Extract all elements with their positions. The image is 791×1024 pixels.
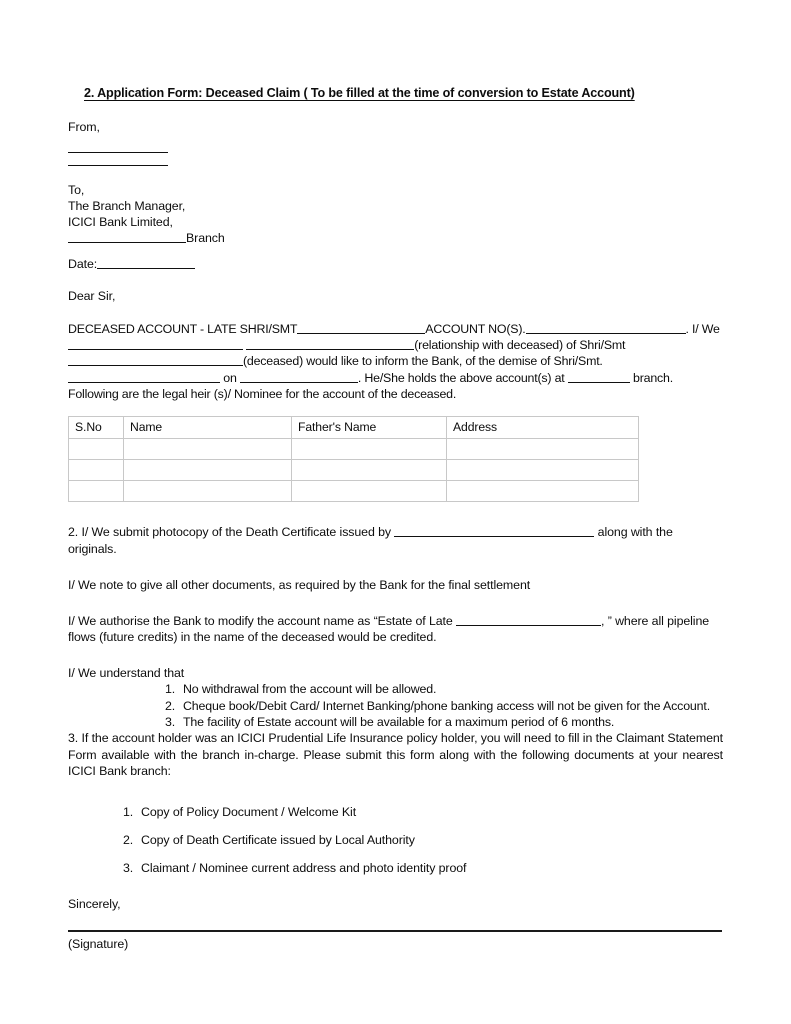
column-header-fathers-name: Father's Name: [292, 417, 447, 439]
cell-name[interactable]: [124, 439, 292, 460]
column-header-name: Name: [124, 417, 292, 439]
estate-of-late-blank[interactable]: [456, 613, 601, 625]
cell-sno[interactable]: [69, 481, 124, 502]
deceased-seg-9: branch.: [633, 370, 673, 385]
addressee-branch-manager: The Branch Manager,: [68, 198, 186, 213]
list-item-number: 3.: [165, 714, 176, 729]
list-item-text: No withdrawal from the account will be allowed.: [183, 682, 437, 697]
clause-authorise-rename: [68, 613, 723, 645]
deceased-seg-5: (relationship with deceased) of Shri/Smt: [414, 337, 626, 352]
legal-heir-table: [68, 416, 639, 502]
list-item-text: The facility of Estate account will be available for a maximum period of 6 months.: [183, 714, 615, 729]
spacer: [68, 780, 723, 804]
spacer: [68, 272, 723, 288]
deceased-shri-smt-blank[interactable]: [68, 354, 243, 366]
column-header-address: Address: [447, 417, 639, 439]
cell-fathers-name[interactable]: [292, 460, 447, 481]
list-item-number: 1.: [165, 682, 176, 697]
account-no-blank[interactable]: [526, 321, 686, 333]
list-item: [68, 860, 723, 876]
deceased-account-paragraph: [68, 321, 723, 403]
deceased-seg-8: . He/She holds the above account(s) at: [357, 370, 565, 385]
cell-fathers-name[interactable]: [292, 439, 447, 460]
table-header-row: [69, 417, 639, 439]
list-item-text: Copy of Policy Document / Welcome Kit: [141, 804, 357, 819]
cell-name[interactable]: [124, 481, 292, 502]
spacer: [68, 912, 723, 936]
clause2-part-2: along with: [597, 525, 653, 540]
cell-name[interactable]: [124, 460, 292, 481]
relationship-blank[interactable]: [246, 338, 414, 350]
deceased-seg-6: (deceased) would like to inform the Bank, of the demise of Shri/Smt.: [243, 354, 603, 369]
closing-sincerely: Sincerely,: [68, 897, 121, 912]
death-certificate-issuer-blank[interactable]: [394, 525, 594, 537]
list-item-text: Claimant / Nominee current address and photo identity proof: [141, 861, 467, 876]
page-title: [68, 0, 723, 102]
understand-list: [68, 681, 723, 730]
salutation: Dear Sir,: [68, 289, 116, 304]
spacer: [68, 645, 723, 665]
table-row: [69, 439, 639, 460]
clause2-part-1: 2. I/ We submit photocopy of the Death Certificate issued by: [68, 525, 391, 540]
authorise-part-2: , ” where all: [601, 613, 664, 628]
account-branch-blank[interactable]: [568, 370, 630, 382]
cell-address[interactable]: [447, 481, 639, 502]
clause-other-documents: I/ We note to give all other documents, as required by the Bank for the final settlement: [68, 577, 531, 592]
date-label: Date:: [68, 257, 98, 272]
deceased-name-blank[interactable]: [297, 321, 425, 333]
required-documents-list: [68, 804, 723, 876]
cell-address[interactable]: [447, 460, 639, 481]
list-item-number: 3.: [123, 861, 134, 876]
deceased-seg-1: DECEASED ACCOUNT - LATE SHRI/SMT: [68, 321, 298, 336]
table-row: [69, 460, 639, 481]
spacer: [68, 502, 723, 524]
deceased-seg-10: Following are the legal heir (s)/ Nominee for the account of the deceased.: [68, 387, 457, 402]
cell-address[interactable]: [447, 439, 639, 460]
branch-suffix-label: Branch: [186, 231, 225, 246]
clause-insurance-policy: 3. If the account holder was an ICICI Prudential Life Insurance policy holder, you will need to fill in the Claimant Statement Form available with the branch in-charge. Please submit this form along with the following documents at your nearest ICICI Bank branch:: [68, 731, 723, 779]
cell-fathers-name[interactable]: [292, 481, 447, 502]
list-item-number: 2.: [123, 832, 134, 847]
cell-sno[interactable]: [69, 460, 124, 481]
list-item: [68, 714, 723, 730]
list-item-text: Cheque book/Debit Card/ Internet Banking/phone banking access will not be given for the Account.: [183, 698, 711, 713]
date-line: [68, 256, 723, 272]
cell-sno[interactable]: [69, 439, 124, 460]
date-blank[interactable]: [97, 257, 195, 269]
claimant-name-blank[interactable]: [68, 338, 243, 350]
from-address-line-1: [68, 152, 168, 153]
demise-date-blank[interactable]: [240, 370, 358, 382]
spacer: [68, 166, 723, 182]
deceased-seg-4: We: [701, 321, 720, 336]
list-item-text: Copy of Death Certificate issued by Local Authority: [141, 832, 415, 847]
document-content: [68, 0, 723, 952]
deceased-seg-7: on: [223, 370, 237, 385]
list-item-number: 2.: [165, 698, 176, 713]
spacer: [68, 888, 723, 896]
list-item: [68, 698, 723, 714]
spacer: [68, 246, 723, 256]
clause2-part-3: the originals.: [68, 525, 673, 556]
demise-name-blank[interactable]: [68, 370, 220, 382]
column-header-sno: S.No: [69, 417, 124, 439]
spacer: [68, 305, 723, 321]
from-label: From,: [68, 119, 100, 134]
branch-blank[interactable]: [68, 231, 186, 243]
deceased-seg-3: . I/: [685, 321, 699, 336]
list-item-number: 1.: [123, 804, 134, 819]
list-item: [68, 804, 723, 820]
table-row: [69, 481, 639, 502]
addressee-bank-name: ICICI Bank Limited,: [68, 215, 173, 230]
page-title-text: 2. Application Form: Deceased Claim ( To be filled at the time of conversion to Estate Account): [84, 86, 635, 100]
spacer: [68, 593, 723, 613]
deceased-seg-2: ACCOUNT NO(S).: [425, 321, 526, 336]
clause-death-certificate: [68, 524, 723, 556]
authorise-part-1: I/ We authorise the Bank to modify the account name as “Estate of Late: [68, 613, 453, 628]
branch-line: [68, 230, 723, 246]
signature-label: (Signature): [68, 937, 129, 952]
list-item: [68, 681, 723, 697]
spacer: [68, 557, 723, 577]
footer-divider: [68, 930, 722, 932]
understand-heading: I/ We understand that: [68, 666, 185, 681]
to-label: To,: [68, 182, 85, 197]
list-item: [68, 832, 723, 848]
authorise-part-3: pipeline flows (future credits) in the name of the deceased would be credited.: [68, 613, 710, 644]
